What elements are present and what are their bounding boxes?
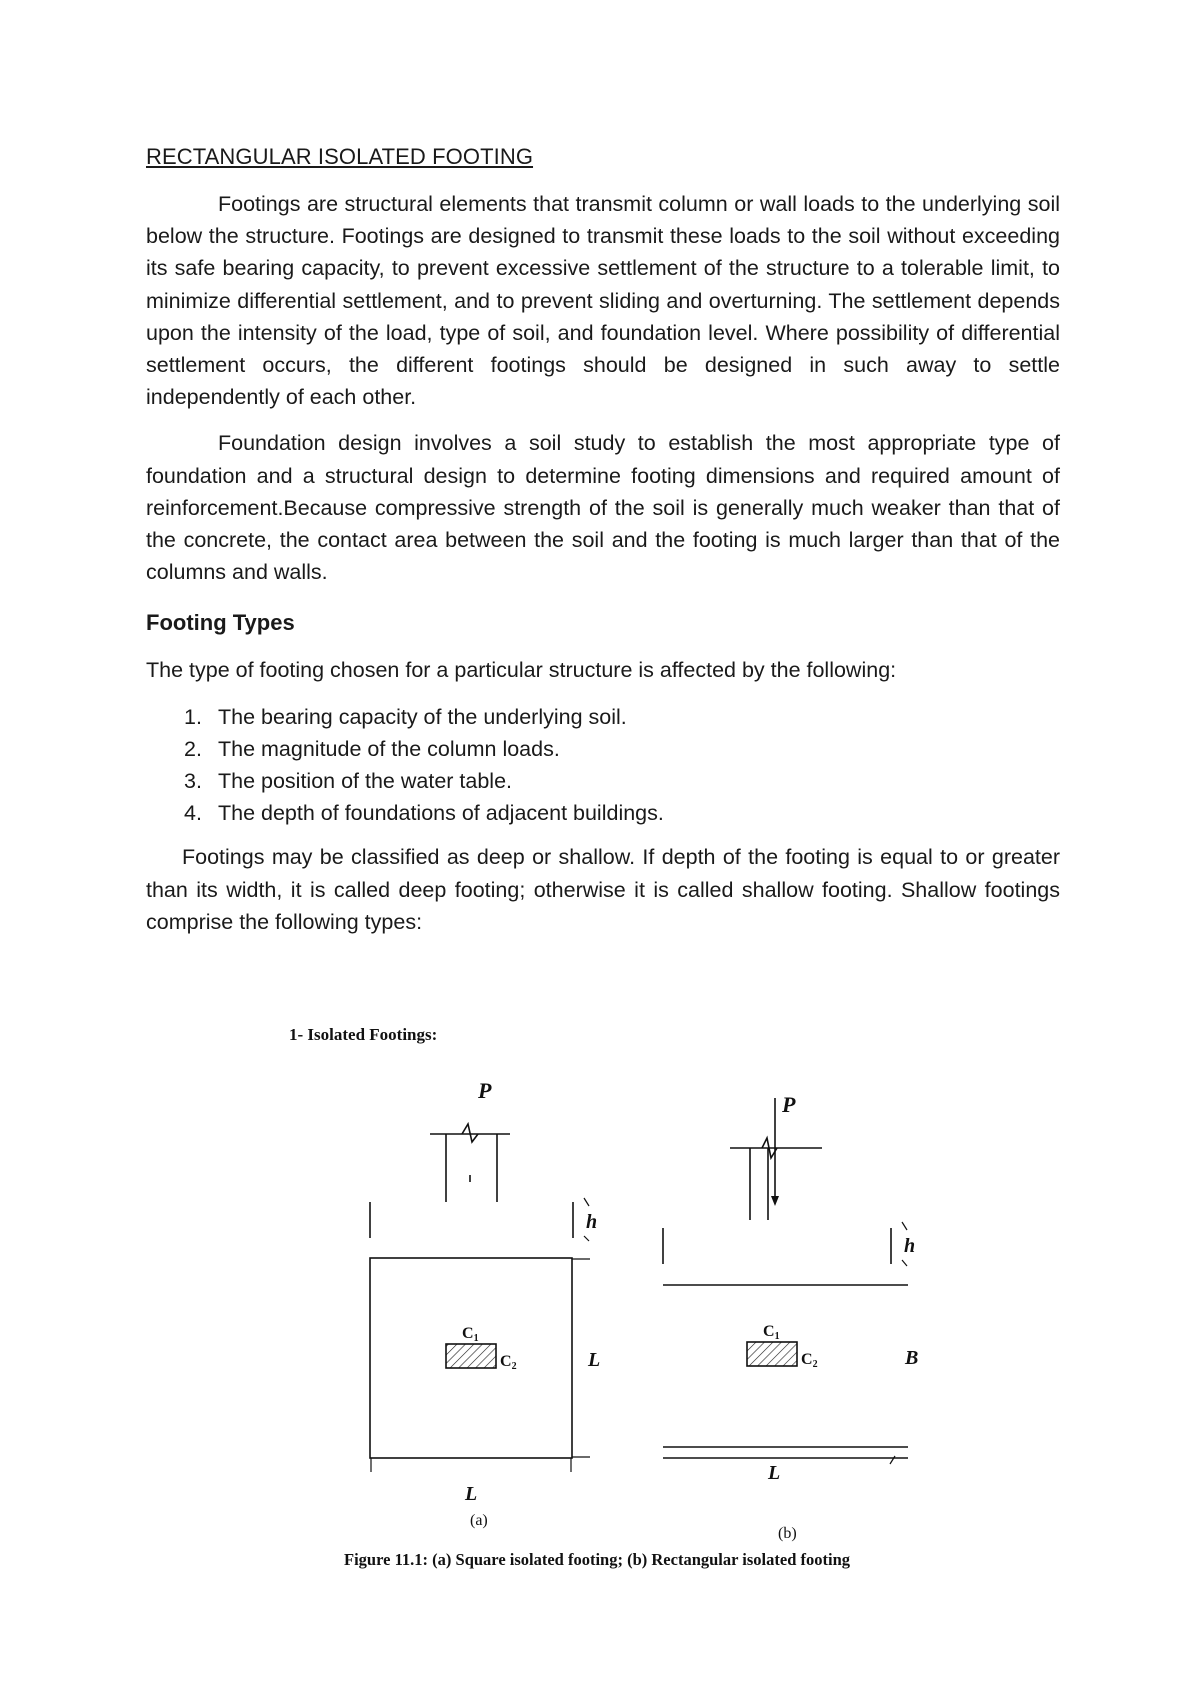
c2-label-b: [801, 1351, 818, 1370]
sub-label-a: (a): [470, 1512, 488, 1529]
c1-sub-a: 1: [473, 1333, 479, 1344]
c2-label-a: [500, 1353, 517, 1372]
list-text: The depth of foundations of adjacent buildings.: [218, 801, 664, 826]
c2-letter-b: C: [801, 1351, 813, 1368]
section-heading-footing-types: Footing Types: [146, 610, 295, 636]
side-label-b: B: [905, 1347, 919, 1369]
h-label-a: h: [586, 1211, 598, 1233]
list-item: [146, 765, 1060, 797]
c1-letter-a: C: [462, 1325, 474, 1342]
list-item: [146, 701, 1060, 733]
h-label-b: h: [904, 1235, 916, 1257]
diagram-b-rectangular-footing: [663, 1092, 918, 1542]
load-label-a: P: [478, 1078, 492, 1103]
paragraph-intro: Footings are structural elements that transmit column or wall loads to the underlying soil below the structure. Footings are designed to transmit these loads to the soil without exceeding its safe bearing capacity, to prevent excessive settlement of the structure to a tolerable limit, to minimize differential settlement, and to prevent sliding and overturning. The settlement depends upon the intensity of the load, type of soil, and foundation level. Where possibility of differential settlement occurs, the different footings should be designed in such away to settle independently of each other.: [146, 192, 1060, 410]
paragraph-classification: Footings may be classified as deep or shallow. If depth of the footing is equal to or greater than its width, it is called deep footing; otherwise it is called shallow footing. Shallow footings comprise the following types:: [146, 845, 1060, 934]
c1-sub-b: 1: [774, 1331, 780, 1342]
load-label-b: P: [782, 1092, 796, 1117]
column-b-section: [747, 1342, 797, 1366]
bottom-label-a: L: [465, 1483, 478, 1505]
list-item: [146, 733, 1060, 765]
paragraph-foundation-design: Foundation design involves a soil study to establish the most appropriate type of foundation and a structural design to determine footing dimensions and required amount of reinforcement.Because compressive strength of the soil is generally much weaker than that of the concrete, the contact area between the soil and the footing is much larger than that of the columns and walls.: [146, 431, 1060, 585]
c2-letter-a: C: [500, 1353, 512, 1370]
side-label-a: L: [588, 1349, 601, 1371]
list-number: 4.: [184, 801, 202, 826]
figure-heading: 1- Isolated Footings:: [289, 1025, 438, 1044]
c1-label-b: [763, 1323, 780, 1342]
list-number: 2.: [184, 736, 202, 761]
list-number: 3.: [184, 769, 202, 794]
factors-list: [146, 701, 1060, 830]
list-item: [146, 797, 1060, 829]
bottom-label-b: L: [768, 1462, 781, 1484]
figure-isolated-footings: [0, 1020, 1200, 1580]
break-symbol-a: [462, 1124, 478, 1142]
list-text: The bearing capacity of the underlying soil.: [218, 704, 627, 729]
c2-sub-b: 2: [812, 1359, 818, 1370]
diagram-a-square-footing: [370, 1078, 600, 1529]
c1-letter-b: C: [763, 1323, 775, 1340]
list-text: The magnitude of the column loads.: [218, 736, 560, 761]
list-number: 1.: [184, 704, 202, 729]
column-a-section: [446, 1344, 496, 1368]
footing-diagram: [0, 1020, 1200, 1580]
c1-label-a: [462, 1325, 479, 1344]
c2-sub-a: 2: [511, 1361, 517, 1372]
page-title: RECTANGULAR ISOLATED FOOTING: [146, 144, 534, 169]
list-intro: The type of footing chosen for a particular structure is affected by the following:: [146, 658, 897, 683]
document-body: [146, 144, 1060, 952]
list-text: The position of the water table.: [218, 769, 513, 794]
figure-caption: Figure 11.1: (a) Square isolated footing; (b) Rectangular isolated footing: [344, 1550, 850, 1569]
sub-label-b: (b): [778, 1525, 797, 1542]
